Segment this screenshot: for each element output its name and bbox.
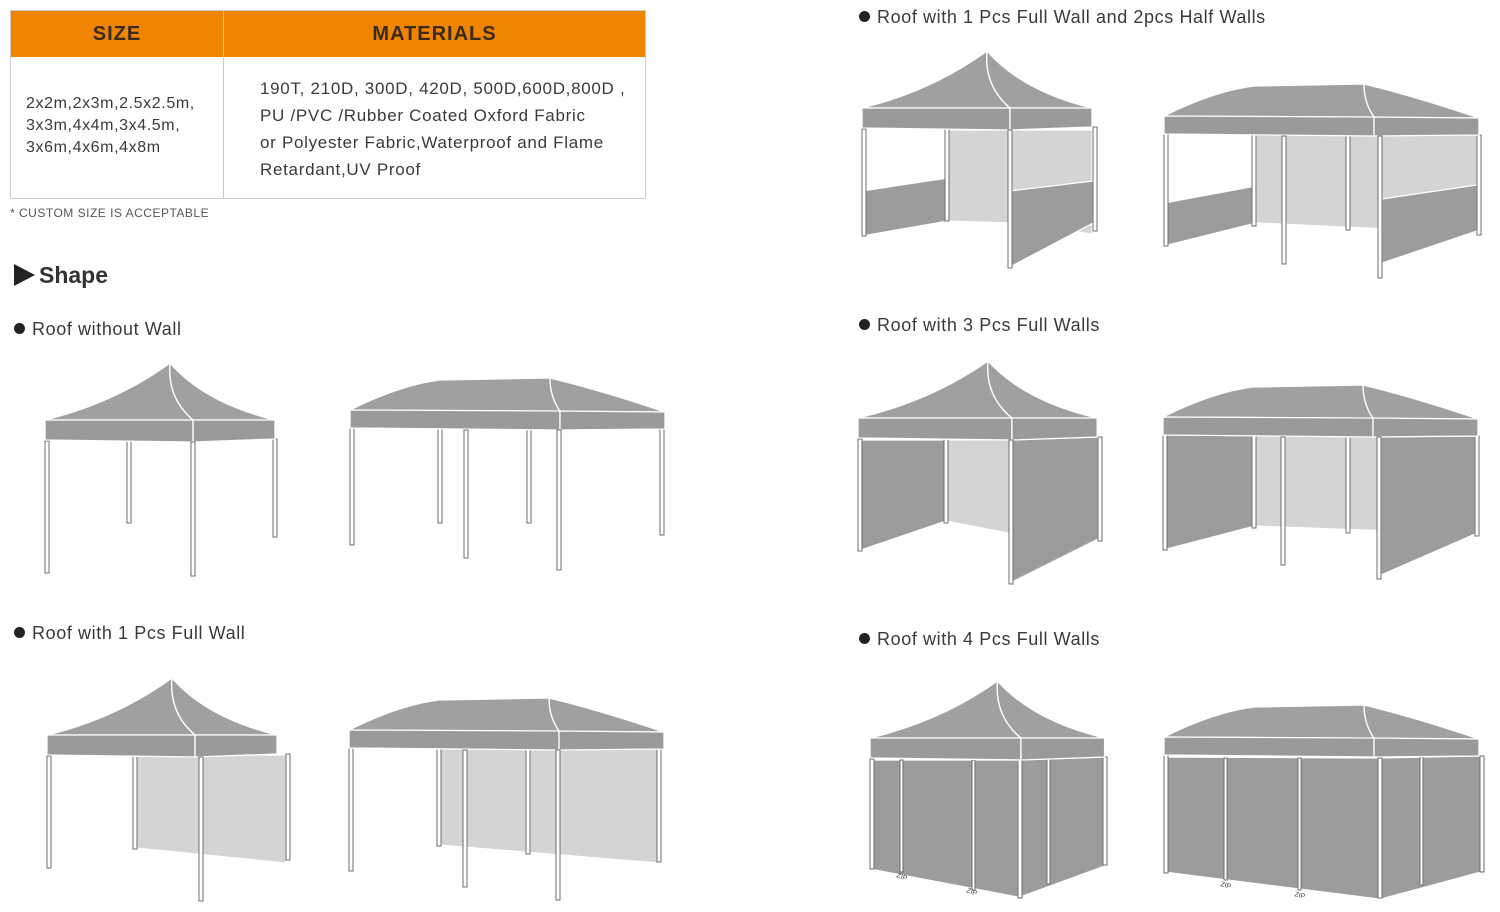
section-label-text: Roof with 1 Pcs Full Wall xyxy=(32,623,246,643)
tent-one-full-square xyxy=(47,678,290,901)
materials-line: or Polyester Fabric,Waterproof and Flame xyxy=(260,133,604,152)
tent-no-wall-rect xyxy=(350,378,665,570)
materials-line: 190T, 210D, 300D, 420D, 500D,600D,800D , xyxy=(260,79,626,98)
tent-no-wall-square xyxy=(45,363,277,576)
tent-three-full-rect xyxy=(1163,385,1479,579)
custom-size-note: * CUSTOM SIZE IS ACCEPTABLE xyxy=(10,206,210,220)
materials-line: PU /PVC /Rubber Coated Oxford Fabric xyxy=(260,106,586,125)
zip-label: ZIP xyxy=(965,887,978,898)
tent-four-full-rect xyxy=(1164,705,1484,901)
tent-three-full-square xyxy=(858,361,1102,584)
tent-one-full-rect xyxy=(349,698,664,900)
zip-label: ZIP xyxy=(895,872,908,883)
shape-heading-text: Shape xyxy=(39,262,109,288)
section-label-text: Roof with 1 Pcs Full Wall and 2pcs Half Walls xyxy=(877,7,1266,27)
zip-label: ZIP xyxy=(1293,891,1306,901)
section-label-text: Roof without Wall xyxy=(32,319,182,339)
size-header: SIZE xyxy=(92,23,142,45)
tent-full-half-rect xyxy=(1164,84,1481,278)
section-label-text: Roof with 4 Pcs Full Walls xyxy=(877,629,1100,649)
zip-label: ZIP xyxy=(1219,881,1232,891)
tent-four-full-square xyxy=(870,681,1107,898)
materials-header: MATERIALS xyxy=(372,23,497,45)
materials-line: Retardant,UV Proof xyxy=(260,160,421,179)
size-line: 3x3m,4x4m,3x4.5m, xyxy=(26,117,181,134)
section-label-text: Roof with 3 Pcs Full Walls xyxy=(877,315,1100,335)
tent-full-half-square xyxy=(862,51,1097,268)
size-line: 2x2m,2x3m,2.5x2.5m, xyxy=(26,95,195,112)
size-line: 3x6m,4x6m,4x8m xyxy=(26,139,161,156)
